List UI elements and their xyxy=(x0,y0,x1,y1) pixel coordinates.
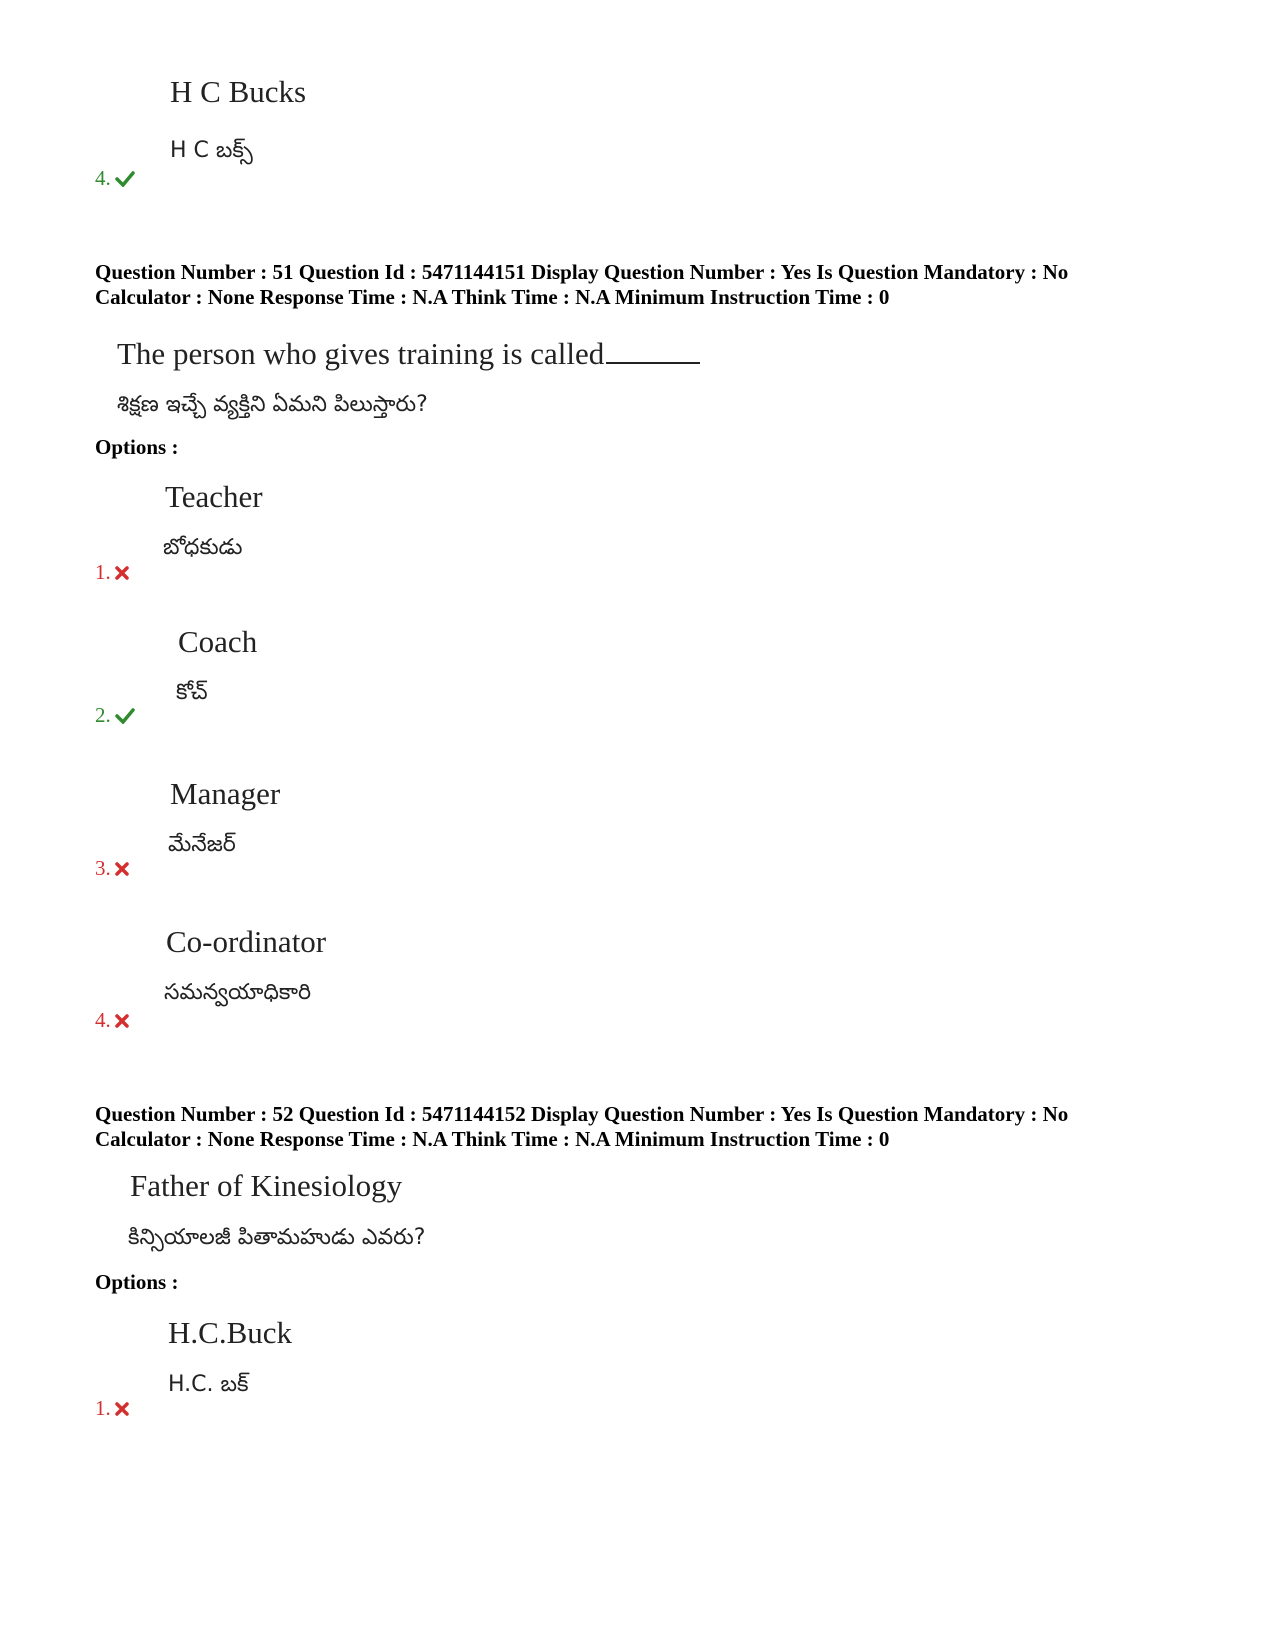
wrong-cross-icon xyxy=(115,1402,129,1416)
question-text-te: శిక్షణ ఇచ్చే వ్యక్తిని ఏమని పిలుస్తారు? xyxy=(117,392,428,417)
question-meta: Question Number : 52 Question Id : 5471144152 Display Question Number : Yes Is Question Mandatory : No Calculator : None Response Time : N.A Think Time : N.A Minimum Instruction Time : 0 xyxy=(95,1102,1069,1151)
option-text-en: H.C.Buck xyxy=(168,1315,292,1350)
option-text-te: సమన్వయాధికారి xyxy=(164,980,312,1005)
option-number: 1. xyxy=(95,560,129,585)
options-label: Options : xyxy=(95,1270,179,1294)
options-label: Options : xyxy=(95,435,179,459)
option-text-en: Teacher xyxy=(165,479,263,514)
option-text-en: Co-ordinator xyxy=(166,924,327,959)
option-text-te: బోధకుడు xyxy=(163,535,243,560)
question-text-en: Father of Kinesiology xyxy=(130,1168,403,1203)
option-number: 1. xyxy=(95,1396,129,1421)
wrong-cross-icon xyxy=(115,862,129,876)
option-text-te: మేనేజర్ xyxy=(168,832,236,857)
correct-check-icon xyxy=(115,171,135,187)
option-number: 4. xyxy=(95,1008,129,1033)
option-text-te: కోచ్ xyxy=(176,680,208,705)
option-number: 4. xyxy=(95,166,135,191)
wrong-cross-icon xyxy=(115,566,129,580)
option-text-te: H C బక్స్ xyxy=(170,138,253,163)
blank-line xyxy=(606,336,700,364)
question-text-te: కిన్సియాలజీ పితామహుడు ఎవరు? xyxy=(128,1225,426,1250)
question-meta: Question Number : 51 Question Id : 5471144151 Display Question Number : Yes Is Question Mandatory : No Calculator : None Response Time : N.A Think Time : N.A Minimum Instruction Time : 0 xyxy=(95,260,1069,309)
option-text-en: Coach xyxy=(178,624,258,659)
option-text-en: Manager xyxy=(170,776,281,811)
option-number: 3. xyxy=(95,856,129,881)
question-text-en: The person who gives training is called xyxy=(117,336,700,372)
option-text-te: H.C. బక్ xyxy=(168,1372,249,1397)
option-number: 2. xyxy=(95,703,135,728)
option-text-en: H C Bucks xyxy=(170,74,307,109)
correct-check-icon xyxy=(115,708,135,724)
wrong-cross-icon xyxy=(115,1014,129,1028)
